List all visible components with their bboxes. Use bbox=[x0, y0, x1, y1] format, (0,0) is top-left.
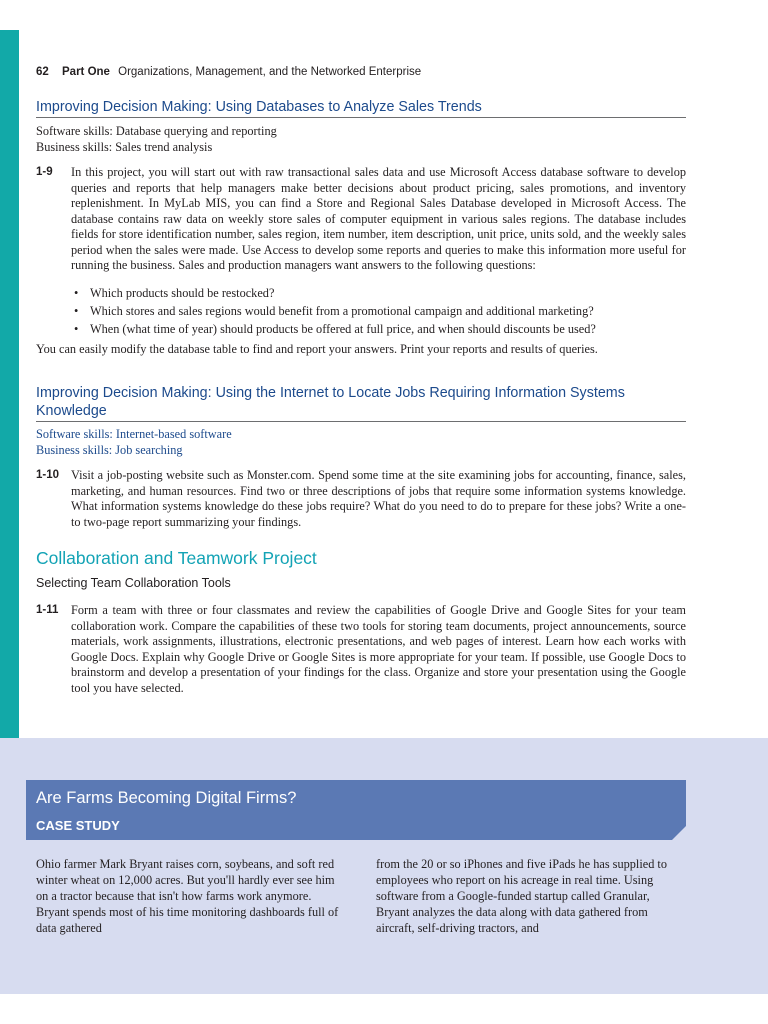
case-study-label: CASE STUDY bbox=[36, 818, 120, 833]
software-skills-1: Software skills: Database querying and reporting bbox=[36, 124, 277, 138]
collaboration-subheading: Selecting Team Collaboration Tools bbox=[36, 576, 231, 590]
section-heading-databases: Improving Decision Making: Using Databases to Analyze Sales Trends bbox=[36, 98, 686, 118]
exercise-number: 1-10 bbox=[36, 469, 60, 481]
exercise-number: 1-9 bbox=[36, 166, 53, 178]
running-header bbox=[36, 66, 421, 78]
exercise-text: In this project, you will start out with raw transactional sales data and use Microsoft Access database software to develop queries and reports that help managers make better decisions about product pricing, sales promotions, and inventory replenishment. In MyLab MIS, you can find a Store and Regional Sales Database developed in Microsoft Access. The database contains raw data on weekly store sales of computer equipment in various sales regions. The database includes fields for store identification number, sales region, item number, item description, unit price, units sold, and the weekly sales period when the sales were made. Use Access to develop some reports and queries to make this information more useful for running the business. Sales and production managers want answers to the following questions: bbox=[71, 165, 686, 272]
part-title: Organizations, Management, and the Networked Enterprise bbox=[118, 66, 422, 78]
teal-sidebar-bar bbox=[0, 30, 19, 738]
question-list bbox=[36, 284, 686, 338]
business-skills-2: Business skills: Job searching bbox=[36, 443, 183, 457]
banner-notch bbox=[672, 826, 686, 840]
exercise-number: 1-11 bbox=[36, 604, 59, 616]
page-number: 62 bbox=[36, 66, 49, 78]
list-item: • When (what time of year) should products be offered at full price, and when should discounts be used? bbox=[36, 320, 686, 338]
case-study-column-2: from the 20 or so iPhones and five iPads he has supplied to employees who report on his acreage in real time. Using software from a Google-funded startup called Granular, Bryant analyzes the data along with data gathered from aircraft, self-driving tractors, and bbox=[376, 857, 667, 935]
list-item: • Which products should be restocked? bbox=[36, 284, 686, 302]
exercise-text: Form a team with three or four classmates and review the capabilities of Google Drive and Google Sites for your team collaboration work. Compare the capabilities of these two tools for storing team documents, project announcements, source materials, work assignments, illustrations, electronic presentations, and web pages of interest. Learn how each works with Google Docs. Explain why Google Drive or Google Sites is more appropriate for your team. If possible, use Google Docs to brainstorm and develop a presentation of your findings for the class. Organize and store your presentation using the Google tool you have selected. bbox=[71, 603, 686, 695]
section-heading-internet-jobs: Improving Decision Making: Using the Internet to Locate Jobs Requiring Information Systems Knowledge bbox=[36, 384, 686, 422]
closing-paragraph: You can easily modify the database table to find and report your answers. Print your reports and results of queries. bbox=[36, 342, 598, 356]
case-study-banner bbox=[26, 780, 686, 840]
collaboration-heading: Collaboration and Teamwork Project bbox=[36, 548, 317, 568]
exercise-1-10 bbox=[36, 468, 686, 530]
list-item: • Which stores and sales regions would benefit from a promotional campaign and additional marketing? bbox=[36, 302, 686, 320]
exercise-1-11 bbox=[36, 603, 686, 696]
exercise-text: Visit a job-posting website such as Monster.com. Spend some time at the site examining jobs for accounting, finance, sales, marketing, and human resources. Find two or three descriptions of jobs that require some information systems knowledge. What information systems knowledge do these jobs require? What do you need to do to prepare for these jobs? Write a one- to two-page report summarizing your findings. bbox=[71, 468, 686, 529]
software-skills-2: Software skills: Internet-based software bbox=[36, 427, 232, 441]
business-skills-1: Business skills: Sales trend analysis bbox=[36, 140, 213, 154]
part-label: Part One bbox=[62, 66, 110, 78]
exercise-1-9 bbox=[36, 165, 686, 274]
case-study-title: Are Farms Becoming Digital Firms? bbox=[36, 789, 297, 807]
case-study-column-1: Ohio farmer Mark Bryant raises corn, soybeans, and soft red winter wheat on 12,000 acres. But you'll hardly ever see him on a tractor because that isn't how farms work anymore. Bryant spends most of his time monitoring dashboards full of data gathered bbox=[36, 857, 339, 935]
